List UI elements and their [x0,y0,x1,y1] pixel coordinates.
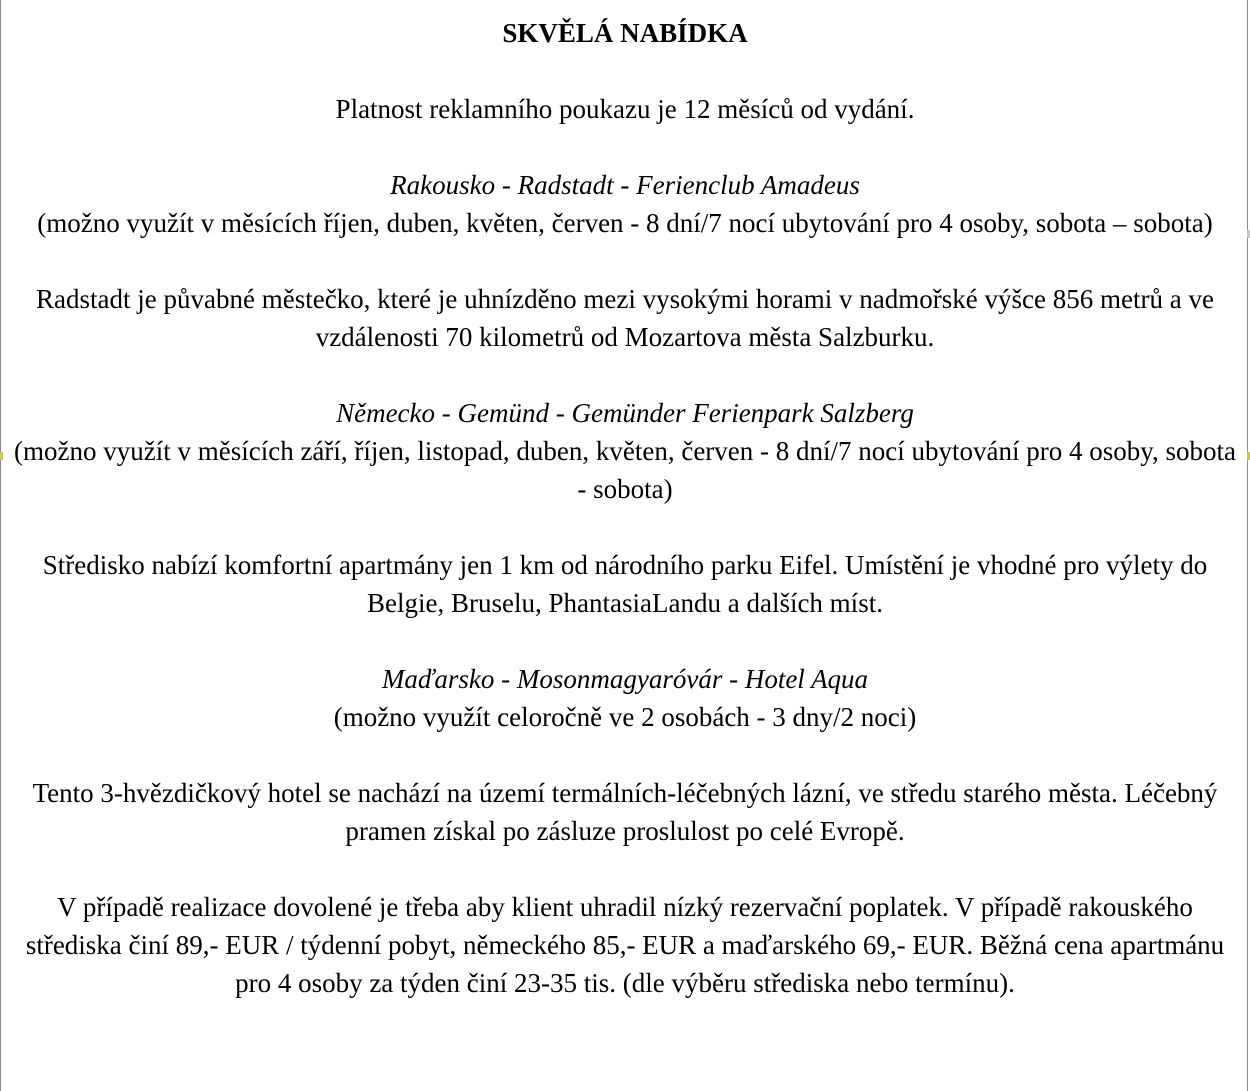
offer-austria [14,166,1236,242]
validity-note: Platnost reklamního poukazu je 12 měsíců od vydání. [335,94,915,124]
offer-terms: (možno využít v měsících září, říjen, listopad, duben, květen, červen - 8 dní/7 nocí ubytování pro 4 osoby, sobota - sobota) [14,436,1236,504]
closing-paragraph: V případě realizace dovolené je třeba aby klient uhradil nízký rezervační poplatek. V případě rakouského střediska činí 89,- EUR / týdenní pobyt, německého 85,- EUR a maďarského 69,- EUR. Běžná cena apartmánu pro 4 osoby za týden činí 23-35 tis. (dle výběru střediska nebo termínu). [25,892,1225,998]
offer-heading: Německo - Gemünd - Gemünder Ferienpark Salzberg [336,398,914,428]
document-body [14,14,1236,1002]
offer-description: Středisko nabízí komfortní apartmány jen 1 km od národního parku Eifel. Umístění je vhodné pro výlety do Belgie, Bruselu, PhantasiaLandu a dalších míst. [42,550,1208,618]
offer-heading: Maďarsko - Mosonmagyaróvár - Hotel Aqua [381,664,869,694]
edge-mark [0,452,3,460]
offer-terms: (možno využít celoročně ve 2 osobách - 3 dny/2 noci) [333,702,917,732]
offer-heading: Rakousko - Radstadt - Ferienclub Amadeus [390,170,860,200]
offer-terms: (možno využít v měsících říjen, duben, květen, červen - 8 dní/7 nocí ubytování pro 4 osoby, sobota – sobota) [37,208,1213,238]
offer-description: Tento 3-hvězdičkový hotel se nachází na území termálních-léčebných lázní, ve středu starého města. Léčebný pramen získal po zásluze proslulost po celé Evropě. [32,778,1218,846]
offer-germany [14,394,1236,508]
offer-hungary [14,660,1236,736]
document-title: SKVĚLÁ NABÍDKA [502,18,748,48]
offer-description: Radstadt je půvabné městečko, které je uhnízděno mezi vysokými horami v nadmořské výšce 856 metrů a ve vzdálenosti 70 kilometrů od Mozartova města Salzburku. [36,284,1214,352]
